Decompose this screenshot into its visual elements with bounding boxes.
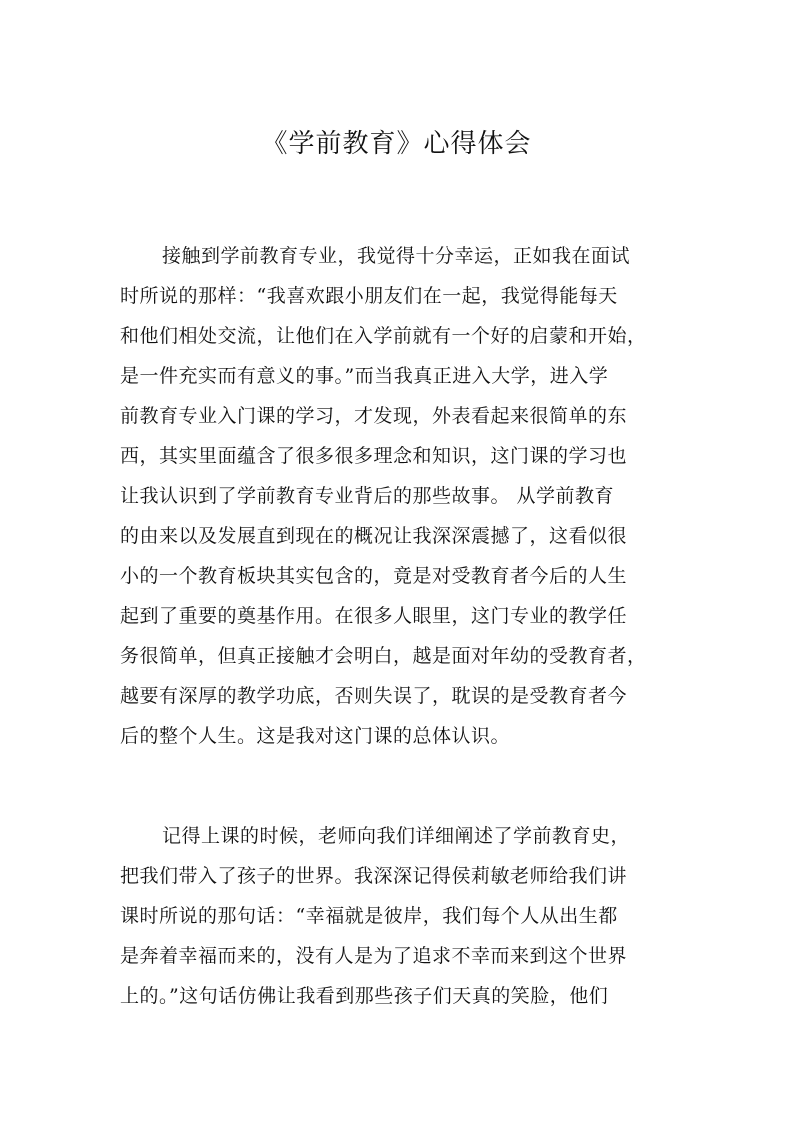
paragraph-2 bbox=[120, 816, 680, 1016]
paragraph-line: 的由来以及发展直到现在的概况让我深深震撼了，这看似很 bbox=[120, 525, 628, 547]
paragraph-line: 让我认识到了学前教育专业背后的那些故事。 从学前教育 bbox=[120, 485, 615, 507]
paragraph-line: 西，其实里面蕴含了很多很多理念和知识，这门课的学习也 bbox=[120, 445, 628, 467]
paragraph-line: 起到了重要的奠基作用。在很多人眼里，这门专业的教学任 bbox=[120, 605, 628, 627]
paragraph-line: 接触到学前教育专业，我觉得十分幸运，正如我在面试 bbox=[162, 245, 631, 267]
paragraph-line: 越要有深厚的教学功底，否则失误了，耽误的是受教育者今 bbox=[120, 685, 628, 707]
paragraph-line: 后的整个人生。这是我对这门课的总体认识。 bbox=[120, 725, 511, 747]
paragraph-line: 记得上课的时候，老师向我们详细阐述了学前教育史， bbox=[162, 825, 631, 847]
paragraph-line: 上的。”这句话仿佛让我看到那些孩子们天真的笑脸，他们 bbox=[120, 985, 609, 1007]
paragraph-line: 和他们相处交流，让他们在入学前就有一个好的启蒙和开始， bbox=[120, 325, 647, 347]
document-title: 《学前教育》心得体会 bbox=[261, 129, 532, 159]
paragraph-line: 把我们带入了孩子的世界。我深深记得侯莉敏老师给我们讲 bbox=[120, 865, 628, 887]
paragraph-line: 是奔着幸福而来的，没有人是为了追求不幸而来到这个世界 bbox=[120, 945, 628, 967]
paragraph-line: 是一件充实而有意义的事。”而当我真正进入大学，进入学 bbox=[120, 365, 609, 387]
paragraph-1 bbox=[120, 236, 680, 756]
paragraph-line: 前教育专业入门课的学习，才发现，外表看起来很简单的东 bbox=[120, 405, 628, 427]
paragraph-line: 务很简单，但真正接触才会明白，越是面对年幼的受教育者， bbox=[120, 645, 647, 667]
paragraph-line: 小的一个教育板块其实包含的，竟是对受教育者今后的人生 bbox=[120, 565, 628, 587]
paragraph-line: 时所说的那样：“我喜欢跟小朋友们在一起，我觉得能每天 bbox=[120, 285, 618, 307]
paragraph-line: 课时所说的那句话：“幸福就是彼岸，我们每个人从出生都 bbox=[120, 905, 618, 927]
